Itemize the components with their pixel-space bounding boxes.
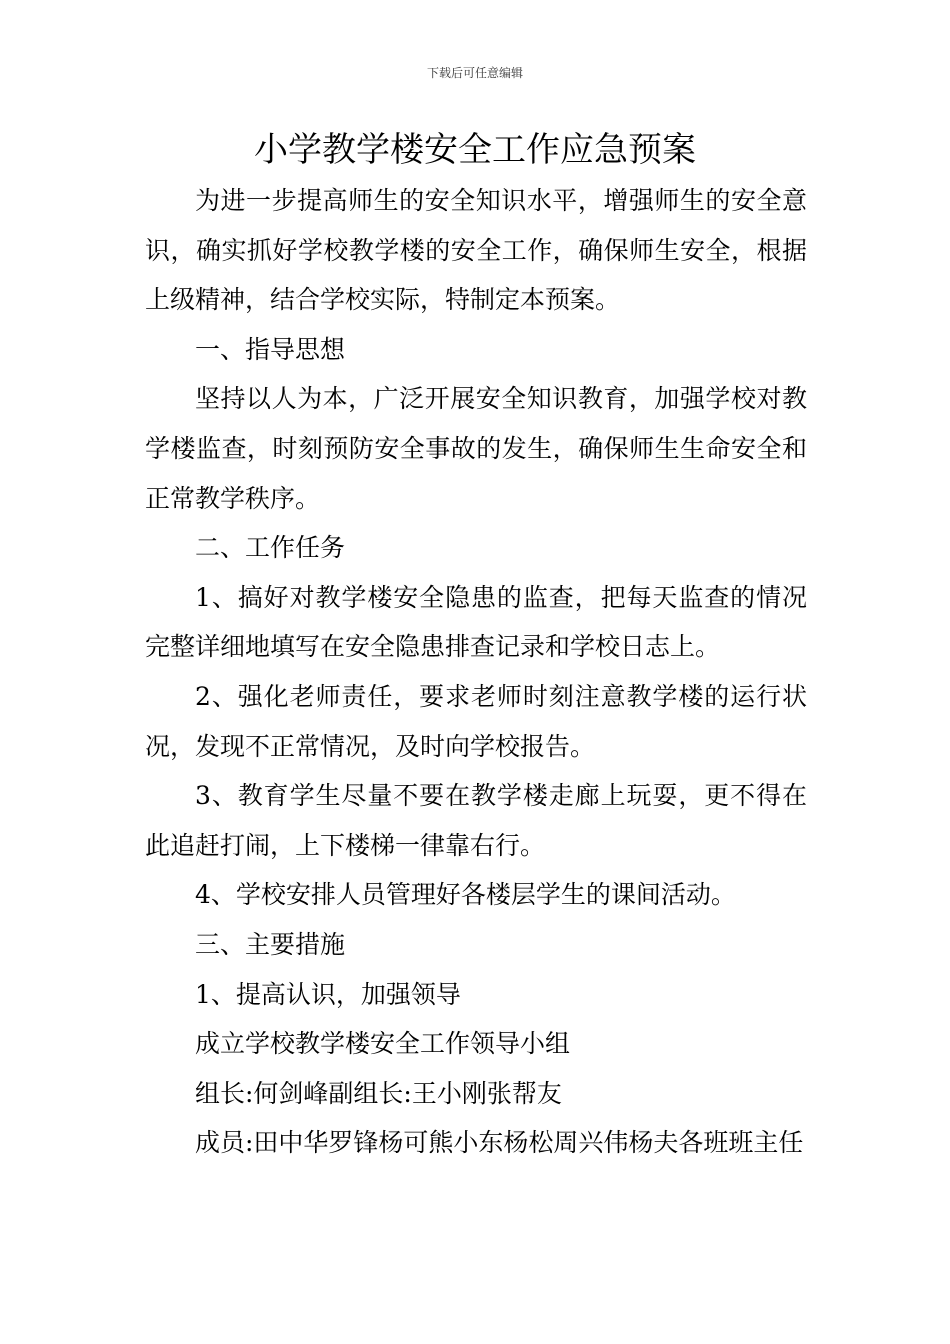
- section-heading-guiding-ideology: 一、指导思想: [195, 334, 346, 364]
- leadership-group-paragraph: 成立学校教学楼安全工作领导小组: [195, 1029, 571, 1059]
- document-body: [145, 176, 807, 1168]
- group-members-paragraph: 成员:田中华罗锋杨可熊小东杨松周兴伟杨夫各班班主任: [195, 1128, 804, 1158]
- header-note: 下载后可任意编辑: [426, 66, 523, 80]
- task-item-4: 4、学校安排人员管理好各楼层学生的课间活动。: [195, 880, 736, 910]
- task-item-1: 1、搞好对教学楼安全隐患的监查，把每天监查的情况完整详细地填写在安全隐患排查记录和学校日志上。: [145, 582, 807, 662]
- section-heading-work-tasks: 二、工作任务: [195, 533, 346, 563]
- section-heading-main-measures: 三、主要措施: [195, 929, 346, 959]
- document-title: 小学教学楼安全工作应急预案: [254, 130, 696, 170]
- guiding-ideology-paragraph: 坚持以人为本，广泛开展安全知识教育，加强学校对教学楼监查，时刻预防安全事故的发生，确保师生生命安全和正常教学秩序。: [145, 384, 807, 513]
- intro-paragraph: 为进一步提高师生的安全知识水平，增强师生的安全意识，确实抓好学校教学楼的安全工作，确保师生安全，根据上级精神，结合学校实际，特制定本预案。: [145, 186, 807, 315]
- group-leaders-paragraph: 组长:何剑峰副组长:王小刚张帮友: [195, 1078, 562, 1108]
- task-item-3: 3、教育学生尽量不要在教学楼走廊上玩耍，更不得在此追赶打闹，上下楼梯一律靠右行。: [145, 781, 807, 860]
- measure-item-1: 1、提高认识，加强领导: [195, 979, 461, 1009]
- task-item-2: 2、强化老师责任，要求老师时刻注意教学楼的运行状况，发现不正常情况，及时向学校报告。: [145, 681, 807, 761]
